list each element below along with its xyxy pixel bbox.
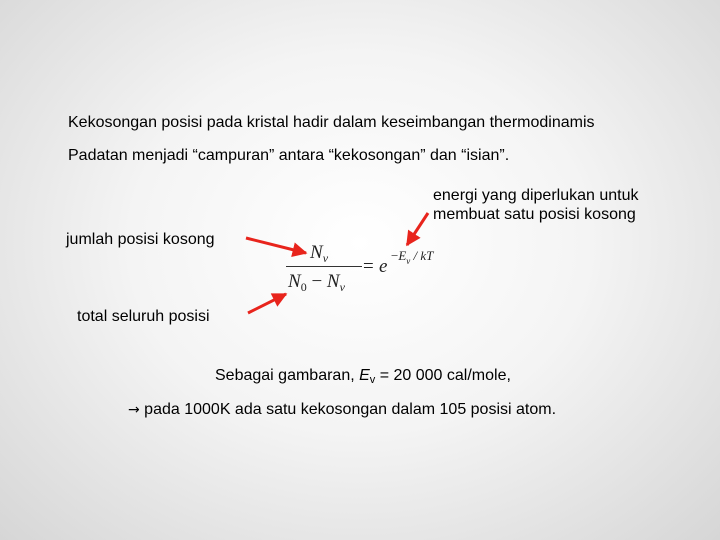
formula-denominator: $N_0 - N_v$ xyxy=(288,271,345,294)
formula-equals: = xyxy=(363,256,374,277)
energy-label-line1: energi yang diperlukan untuk xyxy=(433,187,639,204)
vacancy-formula xyxy=(283,238,453,298)
arrow-to-denominator-icon xyxy=(248,294,286,313)
implies-arrow-icon: → xyxy=(128,402,140,418)
statement-vacancy-equilibrium: Kekosongan posisi pada kristal hadir dalam keseimbangan thermodinamis xyxy=(68,114,595,131)
formula-numerator: $N_v$ xyxy=(310,242,329,265)
example-energy-value: Sebagai gambaran, $E_v = 20$ 000 cal/mole, xyxy=(215,367,511,386)
vacancy-count-label: jumlah posisi kosong xyxy=(66,231,215,248)
formula-exponent: $-E_v$ / kT xyxy=(391,248,434,266)
energy-label xyxy=(433,186,638,224)
fraction-bar xyxy=(286,266,362,267)
total-sites-label: total seluruh posisi xyxy=(77,308,210,325)
statement-solid-mixture: Padatan menjadi “campuran” antara “kekosongan” dan “isian”. xyxy=(68,147,510,164)
example-conclusion: → pada 1000K ada satu kekosongan dalam 105 posisi atom. xyxy=(128,401,557,418)
energy-label-line2: membuat satu posisi kosong xyxy=(433,206,636,223)
formula-exponential-base: e xyxy=(379,256,388,277)
